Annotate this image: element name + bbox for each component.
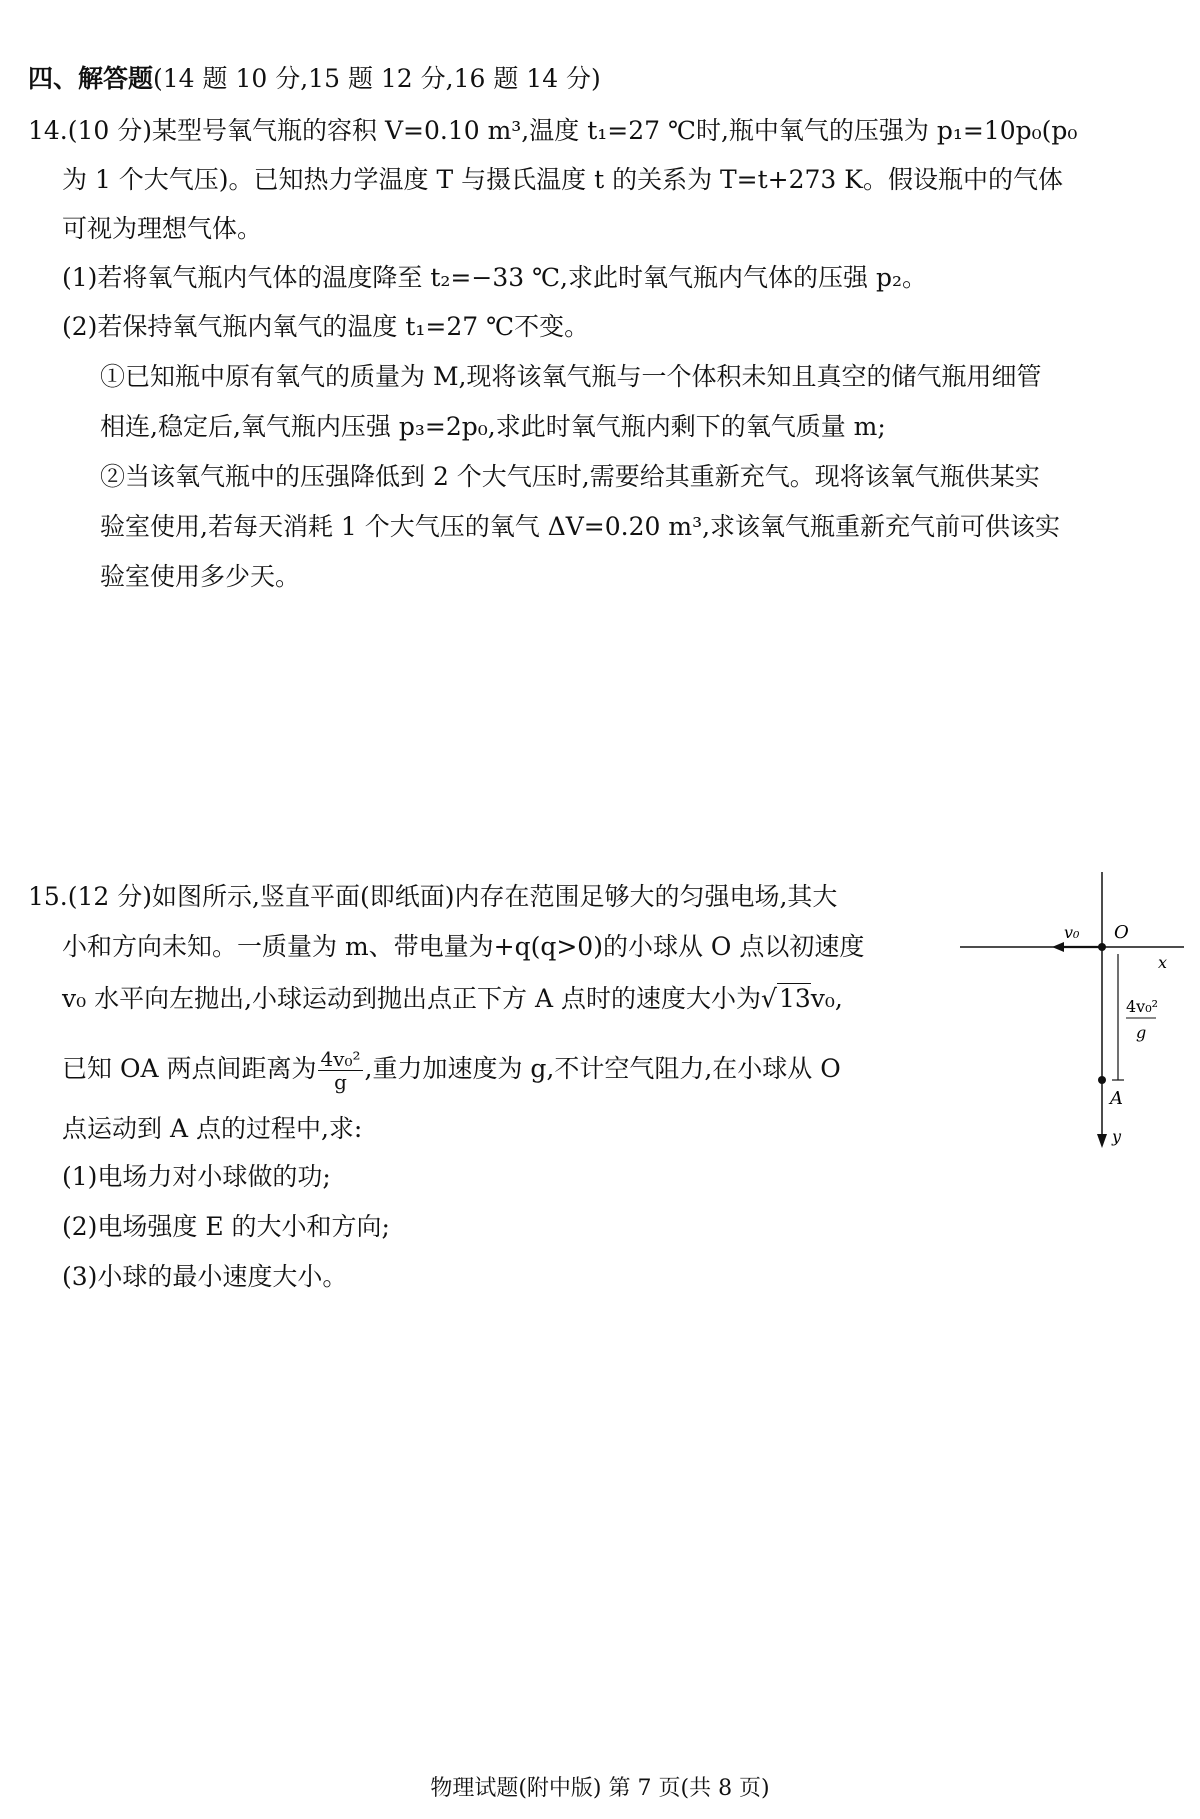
q15-line3-text: v₀ 水平向左抛出,小球运动到抛出点正下方 A 点时的速度大小为 xyxy=(62,984,761,1013)
q15-line4 xyxy=(62,1048,841,1093)
q14-sub2-line1: ②当该氧气瓶中的压强降低到 2 个大气压时,需要给其重新充气。现将该氧气瓶供某实 xyxy=(100,462,1040,491)
motion-diagram xyxy=(960,872,1190,1152)
q15-line4-text: 已知 OA 两点间距离为 xyxy=(62,1054,317,1083)
q14-sub1-line2: 相连,稳定后,氧气瓶内压强 p₃=2p₀,求此时氧气瓶内剩下的氧气质量 m; xyxy=(100,412,886,441)
q14-part1: (1)若将氧气瓶内气体的温度降至 t₂=−33 ℃,求此时氧气瓶内气体的压强 p₂。 xyxy=(62,263,927,292)
label-y: y xyxy=(1112,1127,1122,1146)
q15-line3-end: v₀, xyxy=(810,984,843,1013)
label-x: x xyxy=(1158,953,1168,972)
q15-line4-end: ,重力加速度为 g,不计空气阻力,在小球从 O xyxy=(364,1054,841,1083)
q15-line5: 点运动到 A 点的过程中,求: xyxy=(62,1114,363,1143)
fraction-numerator: 4v₀² xyxy=(320,1047,361,1071)
v0-arrow-head xyxy=(1052,942,1064,952)
q15-part3: (3)小球的最小速度大小。 xyxy=(62,1262,348,1291)
label-o: O xyxy=(1114,922,1129,943)
q15-part1: (1)电场力对小球做的功; xyxy=(62,1162,331,1191)
q14-sub2-line3: 验室使用多少天。 xyxy=(100,562,301,591)
distance-fraction xyxy=(318,1048,362,1093)
q15-line1: 15.(12 分)如图所示,竖直平面(即纸面)内存在范围足够大的匀强电场,其大 xyxy=(28,882,838,911)
page-footer: 物理试题(附中版) 第 7 页(共 8 页) xyxy=(430,1776,770,1801)
label-distance-denominator: g xyxy=(1136,1023,1147,1042)
q14-line2: 为 1 个大气压)。已知热力学温度 T 与摄氏温度 t 的关系为 T=t+273 K。假设瓶中的气体 xyxy=(62,165,1063,194)
label-v0: v₀ xyxy=(1064,923,1080,942)
sqrt-value: 13 xyxy=(778,984,811,1013)
q14-line3: 可视为理想气体。 xyxy=(62,214,263,243)
label-distance-numerator: 4v₀² xyxy=(1126,997,1159,1016)
fraction-denominator: g xyxy=(334,1070,347,1094)
q15-line2: 小和方向未知。一质量为 m、带电量为+q(q>0)的小球从 O 点以初速度 xyxy=(62,932,865,961)
point-a xyxy=(1098,1076,1106,1084)
q14-part2: (2)若保持氧气瓶内氧气的温度 t₁=27 ℃不变。 xyxy=(62,312,590,341)
q15-part2: (2)电场强度 E 的大小和方向; xyxy=(62,1212,390,1241)
section-title xyxy=(28,62,601,96)
y-axis-arrow xyxy=(1097,1134,1107,1148)
q15-line3: v₀ 水平向左抛出,小球运动到抛出点正下方 A 点时的速度大小为√13v₀, xyxy=(62,984,843,1013)
q14-sub1-line1: ①已知瓶中原有氧气的质量为 M,现将该氧气瓶与一个体积未知且真空的储气瓶用细管 xyxy=(100,362,1042,391)
section-score: (14 题 10 分,15 题 12 分,16 题 14 分) xyxy=(153,64,601,93)
section-heading: 四、解答题 xyxy=(28,64,154,93)
q14-sub2-line2: 验室使用,若每天消耗 1 个大气压的氧气 ΔV=0.20 m³,求该氧气瓶重新充气前可供该实 xyxy=(100,512,1061,541)
label-a: A xyxy=(1110,1088,1123,1109)
point-o xyxy=(1098,943,1106,951)
q14-line1: 14.(10 分)某型号氧气瓶的容积 V=0.10 m³,温度 t₁=27 ℃时,瓶中氧气的压强为 p₁=10p₀(p₀ xyxy=(28,116,1078,145)
